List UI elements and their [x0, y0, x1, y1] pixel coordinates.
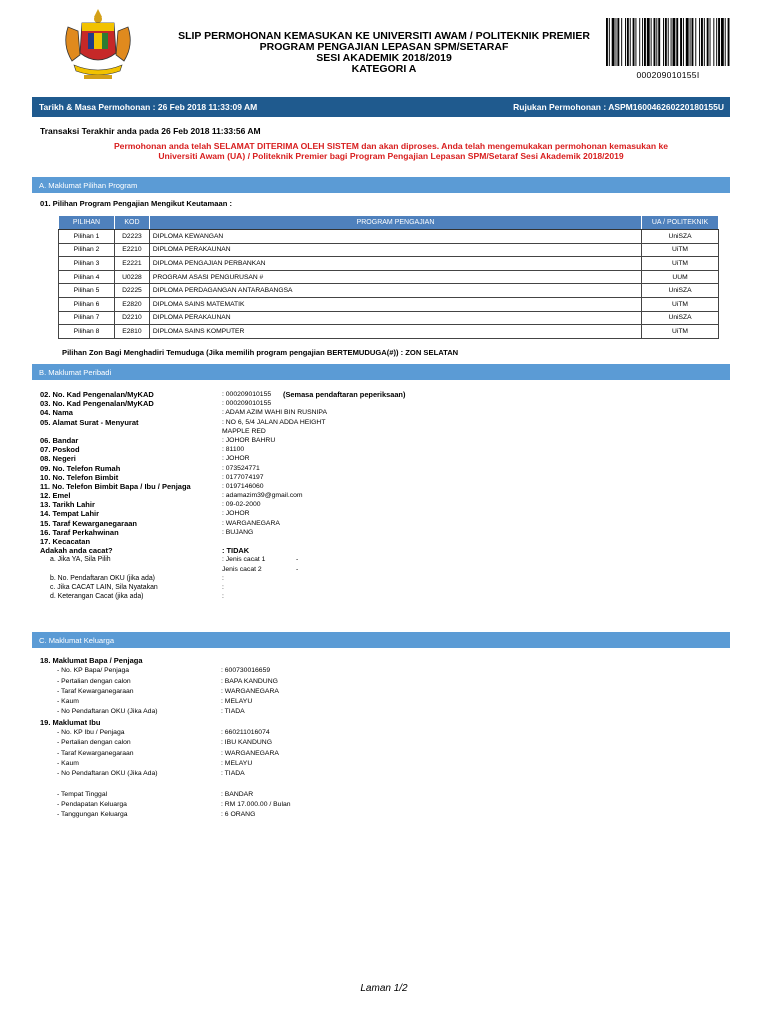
program-name: PROGRAM ASASI PENGURUSAN # [149, 270, 641, 284]
title-line-1: SLIP PERMOHONAN KEMASUKAN KE UNIVERSITI AWAM / POLITEKNIK PREMIER [178, 30, 590, 42]
field-label: - Tempat Tinggal [57, 790, 108, 798]
university-name: UniSZA [642, 230, 719, 244]
field-label: 02. No. Kad Pengenalan/MyKAD [40, 390, 154, 399]
program-name: DIPLOMA SAINS KOMPUTER [149, 325, 641, 339]
barcode-bar [718, 18, 720, 66]
col-header-kod: KOD [114, 216, 149, 230]
section-a-title: A. Maklumat Pilihan Program [39, 180, 138, 190]
slip-title [150, 31, 618, 75]
barcode-bar [704, 18, 705, 66]
field-label: 08. Negeri [40, 454, 76, 464]
barcode-bar [671, 18, 672, 66]
barcode-bar [665, 18, 667, 66]
group-title: 19. Maklumat Ibu [40, 717, 101, 727]
table-row [59, 270, 719, 284]
field-value: : IBU KANDUNG [221, 739, 272, 747]
choice-number: Pilihan 4 [59, 270, 115, 284]
barcode-bar [658, 18, 660, 66]
barcode-bar [617, 18, 619, 66]
col-header-pilihan: PILIHAN [59, 216, 115, 230]
field-value: : WARGANEGARA [221, 687, 279, 695]
field-value: : [222, 574, 224, 582]
malaysia-coat-of-arms-icon [58, 5, 138, 85]
field-value: : 6 ORANG [221, 811, 256, 819]
col-header-university: UA / POLITEKNIK [642, 216, 719, 230]
barcode-bar [651, 18, 652, 66]
title-line-4: KATEGORI A [351, 63, 417, 75]
field-label: - Taraf Kewarganegaraan [57, 687, 134, 695]
field-label: - No. KP Ibu / Penjaga [57, 729, 125, 737]
barcode-bar [642, 18, 643, 66]
university-name: UUM [642, 270, 719, 284]
barcode-bar [710, 18, 711, 66]
program-code: E2810 [114, 325, 149, 339]
field-value: : 000209010155 [222, 391, 272, 398]
barcode-bar [683, 18, 684, 66]
field-label: 11. No. Telefon Bimbit Bapa / Ibu / Penjaga [40, 481, 191, 491]
barcode-bar [701, 18, 703, 66]
field-value: : TIADA [221, 708, 245, 716]
field-value: : 0197146060 [222, 482, 264, 490]
barcode-bar [695, 18, 696, 66]
field-value: : JOHOR [222, 510, 250, 518]
barcode-bar [713, 18, 714, 66]
field-value: : [222, 593, 224, 601]
section-c-title: C. Maklumat Keluarga [39, 635, 115, 645]
program-code: D2225 [114, 284, 149, 298]
choice-number: Pilihan 2 [59, 243, 115, 257]
program-code: U0228 [114, 270, 149, 284]
program-choice-rows [59, 230, 719, 339]
field-label: 16. Taraf Perkahwinan [40, 527, 119, 537]
page-number: Laman 1/2 [360, 983, 408, 994]
section-b-header [32, 364, 730, 380]
table-row [59, 243, 719, 257]
field-value: : MELAYU [221, 698, 253, 706]
field-label: b. No. Pendaftaran OKU (jika ada) [50, 574, 155, 582]
field-value: : BANDAR [221, 790, 254, 798]
barcode [606, 18, 730, 66]
barcode-bar [616, 18, 617, 66]
table-row [59, 311, 719, 325]
field-label: 12. Emel [40, 491, 71, 501]
field-label: 03. No. Kad Pengenalan/MyKAD [40, 399, 154, 409]
field-label: a. Jika YA, Sila Pilih [50, 556, 111, 564]
barcode-bar [699, 18, 700, 66]
table-row [59, 297, 719, 311]
field-value: : MELAYU [221, 759, 253, 767]
field-value: : adamazim39@gmail.com [222, 492, 303, 500]
program-code: D2223 [114, 230, 149, 244]
program-name: DIPLOMA PERDAGANGAN ANTARABANGSA [149, 284, 641, 298]
barcode-bar [725, 18, 726, 66]
application-date-bar [32, 97, 730, 117]
university-name: UiTM [642, 257, 719, 271]
choice-number: Pilihan 5 [59, 284, 115, 298]
barcode-bar [680, 18, 682, 66]
field-label: - No. KP Bapa/ Penjaga [57, 667, 130, 675]
choice-number: Pilihan 6 [59, 297, 115, 311]
barcode-bar [639, 18, 640, 66]
program-name: DIPLOMA PERAKAUNAN [149, 311, 641, 325]
field-value: : 073524771 [222, 464, 260, 472]
field-label: c. Jika CACAT LAIN, Sila Nyatakan [50, 583, 158, 591]
field-label: 15. Taraf Kewarganegaraan [40, 518, 137, 528]
field-value: : NO 6, 5/4 JALAN ADDA HEIGHT [222, 418, 326, 426]
university-name: UniSZA [642, 311, 719, 325]
title-line-3: SESI AKADEMIK 2018/2019 [316, 52, 452, 64]
table-row [59, 257, 719, 271]
barcode-bar [716, 18, 717, 66]
barcode-bar [654, 18, 656, 66]
field-value: : 0177074197 [222, 473, 264, 481]
field-value: : 09-02-2000 [222, 501, 261, 509]
barcode-bar [656, 18, 657, 66]
barcode-bar [690, 18, 691, 66]
field-value: : RM 17.000.00 / Bulan [221, 800, 291, 808]
field-label: 17. Kecacatan [40, 537, 91, 546]
barcode-bar [625, 18, 626, 66]
barcode-bar [686, 18, 689, 66]
barcode-bar [630, 18, 631, 66]
field-label: 05. Alamat Surat - Menyurat [40, 417, 139, 427]
barcode-bar [728, 18, 730, 66]
barcode-bar [721, 18, 724, 66]
barcode-bar [668, 18, 669, 66]
field-label: 10. No. Telefon Bimbit [40, 472, 119, 482]
barcode-bar [692, 18, 694, 66]
section-a-header [32, 177, 730, 193]
field-label: Adakah anda cacat? [40, 546, 113, 556]
col-header-program: PROGRAM PENGAJIAN [149, 216, 641, 230]
application-datetime: Tarikh & Masa Permohonan : 26 Feb 2018 11:33:09 AM [39, 102, 258, 112]
field-label: - Kaum [57, 698, 79, 706]
barcode-bar [673, 18, 676, 66]
barcode-bar [676, 18, 678, 66]
choice-number: Pilihan 7 [59, 311, 115, 325]
field-value: : 660211016074 [221, 729, 270, 737]
field-label: d. Keterangan Cacat (jika ada) [50, 593, 144, 601]
field-value: : 81100 [222, 446, 245, 454]
section-c-header [32, 632, 730, 648]
title-line-2: PROGRAM PENGAJIAN LEPASAN SPM/SETARAF [259, 41, 509, 53]
field-value: : 600730016659 [221, 667, 271, 675]
field-value: : JOHOR BAHRU [222, 436, 276, 444]
field-label: - Pendapatan Keluarga [57, 800, 127, 808]
barcode-bar [644, 18, 646, 66]
program-code: E2221 [114, 257, 149, 271]
field-label: - Taraf Kewarganegaraan [57, 749, 134, 757]
barcode-number: 000209010155I [636, 70, 700, 80]
field-value: : WARGANEGARA [222, 519, 280, 527]
group-title: 18. Maklumat Bapa / Penjaga [40, 656, 143, 665]
barcode-bar [606, 18, 608, 66]
field-label: - Pertalian dengan calon [57, 677, 131, 685]
field-note: (Semasa pendaftaran peperiksaan) [283, 390, 406, 399]
field-label: 06. Bandar [40, 435, 79, 445]
field-label: 13. Tarikh Lahir [40, 500, 95, 510]
table-row [59, 284, 719, 298]
field-label: - Pertalian dengan calon [57, 739, 131, 747]
barcode-bar [627, 18, 629, 66]
field-label: 07. Poskod [40, 445, 80, 455]
choice-number: Pilihan 1 [59, 230, 115, 244]
application-reference: Rujukan Permohonan : ASPM160046260220180155U [513, 102, 724, 112]
field-value: : BUJANG [222, 528, 254, 536]
barcode-bar [633, 18, 635, 66]
field-value: : ADAM AZIM WAHI BIN RUSNIPA [222, 409, 327, 417]
field-value: : Jenis cacat 1 [222, 556, 266, 564]
program-code: D2210 [114, 311, 149, 325]
university-name: UniSZA [642, 284, 719, 298]
university-name: UiTM [642, 297, 719, 311]
table-header-row [59, 216, 719, 230]
barcode-bar [621, 18, 622, 66]
field-label: - No Pendaftaran OKU (Jika Ada) [57, 770, 158, 778]
barcode-bar [635, 18, 636, 66]
field-value: : WARGANEGARA [221, 749, 279, 757]
field-label: 09. No. Telefon Rumah [40, 463, 121, 473]
success-notice: Permohonan anda telah SELAMAT DITERIMA OLEH SISTEM dan akan diproses. Anda telah mengemukakan permohonan kemasukan ke Universiti Awam (UA) / Politeknik Premier bagi Program Pengajian Lepasan SPM/Setaraf Sesi Akademik 2018/2019 [113, 141, 669, 161]
program-code: E2820 [114, 297, 149, 311]
choice-number: Pilihan 8 [59, 325, 115, 339]
table-row [59, 325, 719, 339]
field-value: : JOHOR [222, 455, 250, 463]
barcode-bar [663, 18, 664, 66]
section-b-title: B. Maklumat Peribadi [39, 367, 112, 377]
field-note: - [296, 565, 299, 573]
program-code: E2210 [114, 243, 149, 257]
table-row [59, 230, 719, 244]
program-choice-table [58, 215, 719, 339]
choice-number: Pilihan 3 [59, 257, 115, 271]
field-value: MAPPLE RED [222, 427, 266, 435]
field-label: - No Pendaftaran OKU (Jika Ada) [57, 708, 158, 716]
field-value: : [222, 583, 224, 591]
program-name: DIPLOMA SAINS MATEMATIK [149, 297, 641, 311]
barcode-bar [647, 18, 650, 66]
field-label: - Kaum [57, 759, 79, 767]
last-transaction: Transaksi Terakhir anda pada 26 Feb 2018 11:33:56 AM [40, 126, 261, 136]
program-choice-subtitle: 01. Pilihan Program Pengajian Mengikut Keutamaan : [40, 199, 232, 208]
field-note: - [296, 556, 299, 564]
field-value: Jenis cacat 2 [222, 565, 262, 573]
interview-zone: Pilihan Zon Bagi Menghadiri Temuduga (Jika memilih program pengajian BERTEMUDUGA(#)) : ZON SELATAN [62, 348, 459, 357]
field-value: : 000209010155 [222, 400, 272, 408]
field-label: 14. Tempat Lahir [40, 509, 100, 519]
program-name: DIPLOMA PENGAJIAN PERBANKAN [149, 257, 641, 271]
field-value: : TIDAK [222, 546, 250, 556]
barcode-bar [612, 18, 615, 66]
program-name: DIPLOMA PERAKAUNAN [149, 243, 641, 257]
program-name: DIPLOMA KEWANGAN [149, 230, 641, 244]
field-value: : BAPA KANDUNG [221, 677, 278, 685]
university-name: UiTM [642, 325, 719, 339]
university-name: UiTM [642, 243, 719, 257]
field-label: 04. Nama [40, 408, 73, 418]
field-value: : TIADA [221, 770, 245, 778]
barcode-bar [707, 18, 709, 66]
field-label: - Tanggungan Keluarga [57, 811, 128, 819]
barcode-bar [609, 18, 610, 66]
